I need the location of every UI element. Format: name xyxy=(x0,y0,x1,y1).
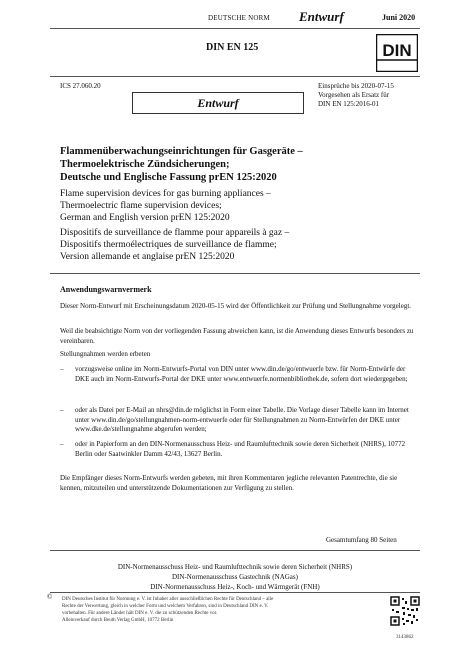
title-en-line-3: German and English version prEN 125:2020 xyxy=(60,213,230,223)
copyright-icon: © xyxy=(47,593,53,601)
planned-replacement: Vorgesehen als Ersatz für xyxy=(318,91,390,99)
bullet-text: oder als Datei per E-Mail an nhrs@din.de möglichst in Form einer Tabelle. Die Vorlage dieser Tabelle kann im Internet unter www.din.de/go/stellungnahmen-norm-entwuerfe oder für Stellungnahmen zu Norm-Entwürfen der DKE unter www.dke.de/stellungnahme abgerufen werden; xyxy=(75,406,409,433)
title-en-line-2: Thermoelectric flame supervision devices; xyxy=(60,201,222,211)
title-de-line-3: Deutsche und Englische Fassung prEN 125:2020 xyxy=(60,172,277,183)
footer-copyright-line-3: vorbehalten. Für andere Länder hält DIN e. V. die zu schützenden Rechte vor. xyxy=(62,611,218,616)
draft-box-label: Entwurf xyxy=(197,95,239,110)
bullet-text: vorzugsweise online im Norm-Entwurfs-Portal von DIN unter www.din.de/go/entwuerfe bzw. für Norm-Entwürfe der DKE auch im Norm-Entwurfs-Portal der DKE unter www.entwuerfe.normenbibliothek.de, sofern dort wiedergegeben; xyxy=(75,365,408,383)
title-fr-line-3: Version allemande et anglaise prEN 125:2020 xyxy=(60,252,235,262)
sheet-number: 3143862 xyxy=(396,635,414,640)
draft-box xyxy=(132,92,304,114)
committee-3: DIN-Normenausschuss Heiz-, Koch- und Wärmgerät (FNH) xyxy=(150,583,320,591)
bullet-dash: – xyxy=(60,440,64,448)
footer-copyright-line-1: DIN Deutsches Institut für Normung e. V. ist Inhaber aller ausschließlichen Rechte für Deutschland – alle xyxy=(62,597,274,602)
committee-2: DIN-Normenausschuss Gastechnik (NAGas) xyxy=(172,573,298,581)
title-en-line-1: Flame supervision devices for gas burning appliances – xyxy=(60,189,271,199)
title-block-divider xyxy=(50,76,420,77)
title-fr-line-2: Dispositifs thermoélectriques de surveillance de flamme; xyxy=(60,240,277,250)
bullet-dash: – xyxy=(60,406,64,414)
header-norm-label: DEUTSCHE NORM xyxy=(208,14,270,22)
footer-copyright-line-2: Rechte der Verwertung, gleich in welcher Form und welchem Verfahren, sind in Deutschland DIN e. V. xyxy=(62,604,269,609)
total-pages: Gesamtumfang 80 Seiten xyxy=(326,536,397,544)
notice-heading: Anwendungswarnvermerk xyxy=(60,285,152,294)
notice-paragraph-3: Stellungnahmen werden erbeten xyxy=(60,350,151,358)
title-fr-line-1: Dispositifs de surveillance de flamme pour appareils à gaz – xyxy=(60,228,290,238)
ics-code: ICS 27.060.20 xyxy=(60,82,101,90)
notice-paragraph-1: Dieser Norm-Entwurf mit Erscheinungsdatum 2020-05-15 wird der Öffentlichkeit zur Prüfung und Stellungnahme vorgelegt. xyxy=(60,302,412,310)
committee-divider xyxy=(50,550,420,551)
title-de-line-2: Thermoelektrische Zündsicherungen; xyxy=(60,159,230,170)
din-logo-icon xyxy=(376,34,418,72)
notice-paragraph-4: Die Empfänger dieses Norm-Entwurfs werden gebeten, mit ihren Kommentaren jegliche relevanten Patentrechte, die sie kennen, mitzuteilen und unterstützende Dokumentationen zur Verfügung zu stellen. xyxy=(60,474,398,492)
notice-divider xyxy=(50,273,420,274)
title-de-line-1: Flammenüberwachungseinrichtungen für Gasgeräte – xyxy=(60,146,303,157)
header-divider xyxy=(50,28,420,29)
objection-deadline: Einsprüche bis 2020-07-15 xyxy=(318,82,394,90)
bullet-dash: – xyxy=(60,365,64,373)
replaced-document: DIN EN 125:2016-01 xyxy=(318,100,380,108)
din-logo-text: DIN xyxy=(382,41,412,60)
footer-copyright-line-4: Alleinverkauf durch Beuth Verlag GmbH, 10772 Berlin xyxy=(62,618,174,623)
document-number: DIN EN 125 xyxy=(206,42,259,53)
committee-1: DIN-Normenausschuss Heiz- und Raumlufttechnik sowie deren Sicherheit (NHRS) xyxy=(117,563,353,571)
notice-paragraph-2: Weil die beabsichtigte Norm von der vorliegenden Fassung abweichen kann, ist die Anwendung dieses Entwurfs besonders zu vereinbaren. xyxy=(60,327,414,345)
header-date: Juni 2020 xyxy=(382,13,416,22)
header-draft-label: Entwurf xyxy=(299,9,344,24)
qr-code-icon xyxy=(390,596,420,626)
bullet-text: oder in Papierform an den DIN-Normenausschuss Heiz- und Raumlufttechnik sowie deren Sicherheit (NHRS), 10772 Berlin oder Saatwinkler Damm 42/43, 13627 Berlin. xyxy=(75,440,406,458)
footer-divider xyxy=(50,592,420,593)
